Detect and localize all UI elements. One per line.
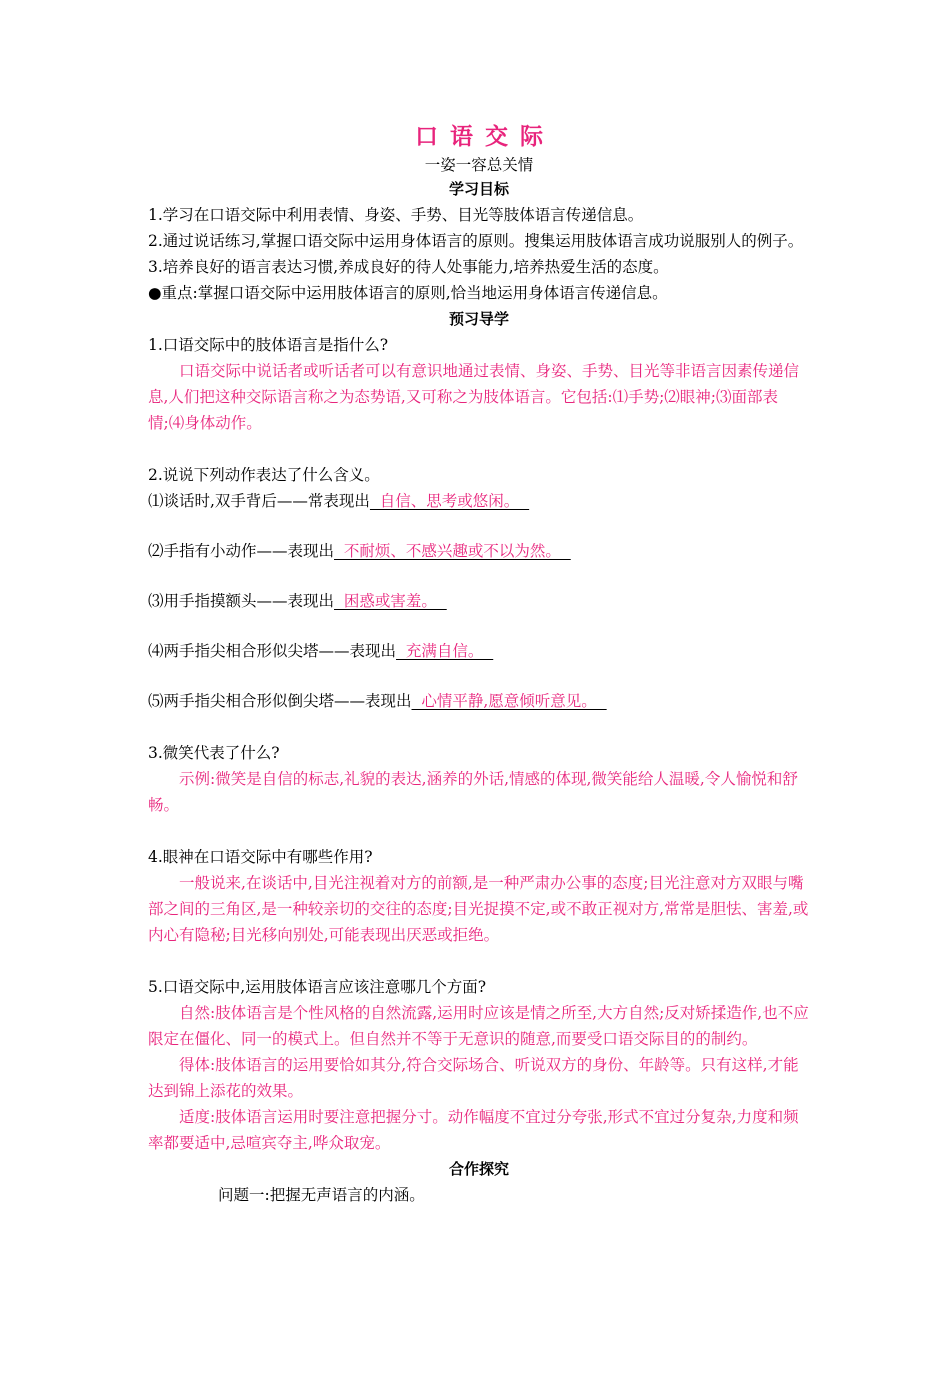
- answer-4: 一般说来,在谈话中,目光注视着对方的前额,是一种严肃办公事的态度;目光注意对方双眼与嘴部之间的三角区,是一种较亲切的交往的态度;目光捉摸不定,或不敢正视对方,常常是胆怯、害羞,或内心有隐秘;目光移向别处,可能表现出厌恶或拒绝。: [148, 874, 809, 944]
- goal-item: 2.通过说话练习,掌握口语交际中运用身体语言的原则。搜集运用肢体语言成功说服别人的例子。: [148, 232, 804, 250]
- goal-item: 1.学习在口语交际中利用表情、身姿、手势、目光等肢体语言传递信息。: [148, 206, 644, 224]
- fill-item-4: [148, 638, 810, 664]
- fill-answer: 不耐烦、不感兴趣或不以为然。: [334, 542, 571, 560]
- goal-item: 3.培养良好的语言表达习惯,养成良好的待人处事能力,培养热爱生活的态度。: [148, 258, 669, 276]
- section-heading-cooperate: 合作探究: [448, 1160, 509, 1178]
- fill-answer: 充满自信。: [396, 642, 494, 660]
- page-subtitle: 一姿一容总关情: [424, 156, 534, 174]
- fill-prompt: ⑷两手指尖相合形似尖塔——表现出: [148, 642, 397, 660]
- fill-prompt: ⑶用手指摸额头——表现出: [148, 592, 335, 610]
- problem-1: 问题一:把握无声语言的内涵。: [218, 1186, 425, 1204]
- goal-key-point: ●重点:掌握口语交际中运用肢体语言的原则,恰当地运用身体语言传递信息。: [148, 284, 668, 302]
- question-2: 2.说说下列动作表达了什么含义。: [148, 466, 380, 484]
- answer-1: 口语交际中说话者或听话者可以有意识地通过表情、身姿、手势、目光等非语言因素传递信息,人们把这种交际语言称之为态势语,又可称之为肢体语言。它包括:⑴手势;⑵眼神;⑶面部表情;⑷身体动作。: [148, 362, 800, 432]
- question-5: 5.口语交际中,运用肢体语言应该注意哪几个方面?: [148, 978, 487, 996]
- answer-5-appropriate: 得体:肢体语言的运用要恰如其分,符合交际场合、听说双方的身份、年龄等。只有这样,才能达到锦上添花的效果。: [148, 1056, 799, 1100]
- section-heading-preview: 预习导学: [448, 310, 509, 328]
- answer-5-moderate: 适度:肢体语言运用时要注意把握分寸。动作幅度不宜过分夸张,形式不宜过分复杂,力度和频率都要适中,忌喧宾夺主,哗众取宠。: [148, 1108, 799, 1152]
- document-page: [148, 120, 810, 1208]
- fill-item-2: [148, 538, 810, 564]
- fill-answer: 困惑或害羞。: [334, 592, 447, 610]
- fill-prompt: ⑵手指有小动作——表现出: [148, 542, 335, 560]
- question-1: 1.口语交际中的肢体语言是指什么?: [148, 336, 389, 354]
- fill-prompt: ⑴谈话时,双手背后——常表现出: [148, 492, 370, 510]
- fill-item-5: [148, 688, 810, 714]
- answer-3: 示例:微笑是自信的标志,礼貌的表达,涵养的外话,情感的体现,微笑能给人温暖,令人愉悦和舒畅。: [148, 770, 798, 814]
- section-heading-goals: 学习目标: [448, 180, 509, 198]
- question-3: 3.微笑代表了什么?: [148, 744, 280, 762]
- fill-answer: 心情平静,愿意倾听意见。: [411, 692, 607, 710]
- fill-answer: 自信、思考或悠闲。: [369, 492, 530, 510]
- question-4: 4.眼神在口语交际中有哪些作用?: [148, 848, 373, 866]
- fill-item-1: [148, 488, 810, 514]
- page-title: 口语交际: [415, 123, 555, 150]
- fill-prompt: ⑸两手指尖相合形似倒尖塔——表现出: [148, 692, 412, 710]
- fill-item-3: [148, 588, 810, 614]
- answer-5-natural: 自然:肢体语言是个性风格的自然流露,运用时应该是情之所至,大方自然;反对矫揉造作,也不应限定在僵化、同一的模式上。但自然并不等于无意识的随意,而要受口语交际目的的制约。: [148, 1004, 809, 1048]
